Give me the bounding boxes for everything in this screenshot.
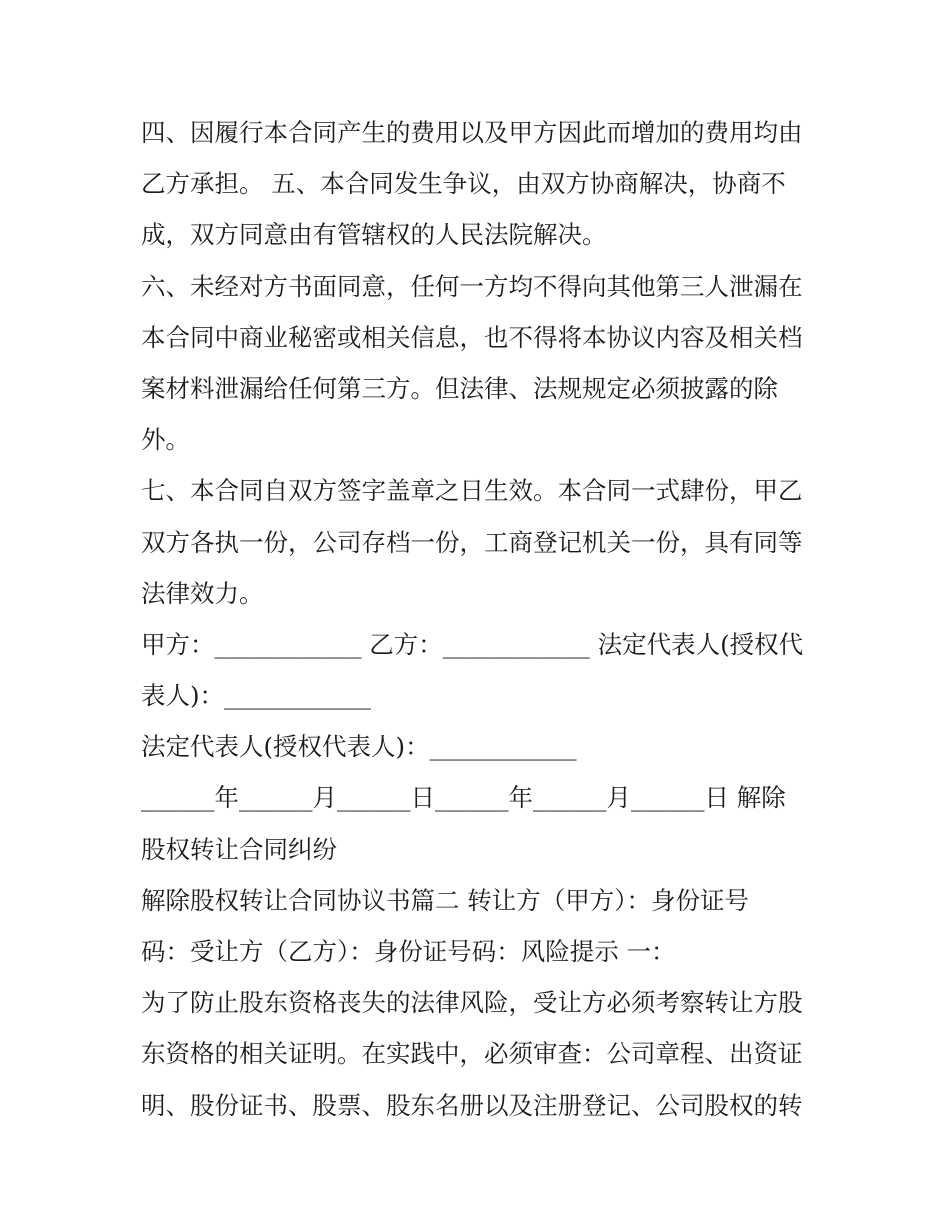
text-line: 东资格的相关证明。在实践中，必须审查：公司章程、出资证 <box>141 1039 803 1069</box>
text-line: 双方各执一份，公司存档一份，工商登记机关一份，具有同等 <box>141 527 803 557</box>
text-line: 六、未经对方书面同意，任何一方均不得向其他第三人泄漏在 <box>141 271 803 301</box>
text-line: 乙方承担。 五、本合同发生争议，由双方协商解决，协商不 <box>141 169 786 199</box>
text-line: 四、因履行本合同产生的费用以及甲方因此而增加的费用均由 <box>141 118 803 147</box>
text-line: 为了防止股东资格丧失的法律风险，受让方必须考察转让方股 <box>141 988 803 1018</box>
signature-line: 甲方：____________ 乙方：____________ 法定代表人(授权代 <box>141 629 804 659</box>
text-line: 七、本合同自双方签字盖章之日生效。本合同一式肆份，甲乙 <box>141 476 803 506</box>
signature-line: 表人)：____________ <box>141 681 372 711</box>
text-line: 明、股份证书、股票、股东名册以及注册登记、公司股权的转 <box>141 1090 803 1120</box>
text-line: 成，双方同意由有管辖权的人民法院解决。 <box>141 220 607 250</box>
date-line: ______年______月______日______年______月______日 解除 <box>141 783 786 813</box>
text-line: 解除股权转让合同协议书篇二 转让方（甲方）：身份证号 <box>141 885 750 915</box>
document-body <box>141 107 821 1131</box>
text-line: 外。 <box>141 425 190 455</box>
text-line: 案材料泄漏给任何第三方。但法律、法规规定必须披露的除 <box>141 373 778 403</box>
text-line: 法律效力。 <box>141 578 264 608</box>
text-line: 码：受让方（乙方）：身份证号码：风险提示 一： <box>141 937 676 966</box>
text-line: 本合同中商业秘密或相关信息，也不得将本协议内容及相关档 <box>141 322 803 352</box>
section-title: 股权转让合同纠纷 <box>141 834 337 864</box>
signature-line: 法定代表人(授权代表人)：____________ <box>141 732 577 762</box>
